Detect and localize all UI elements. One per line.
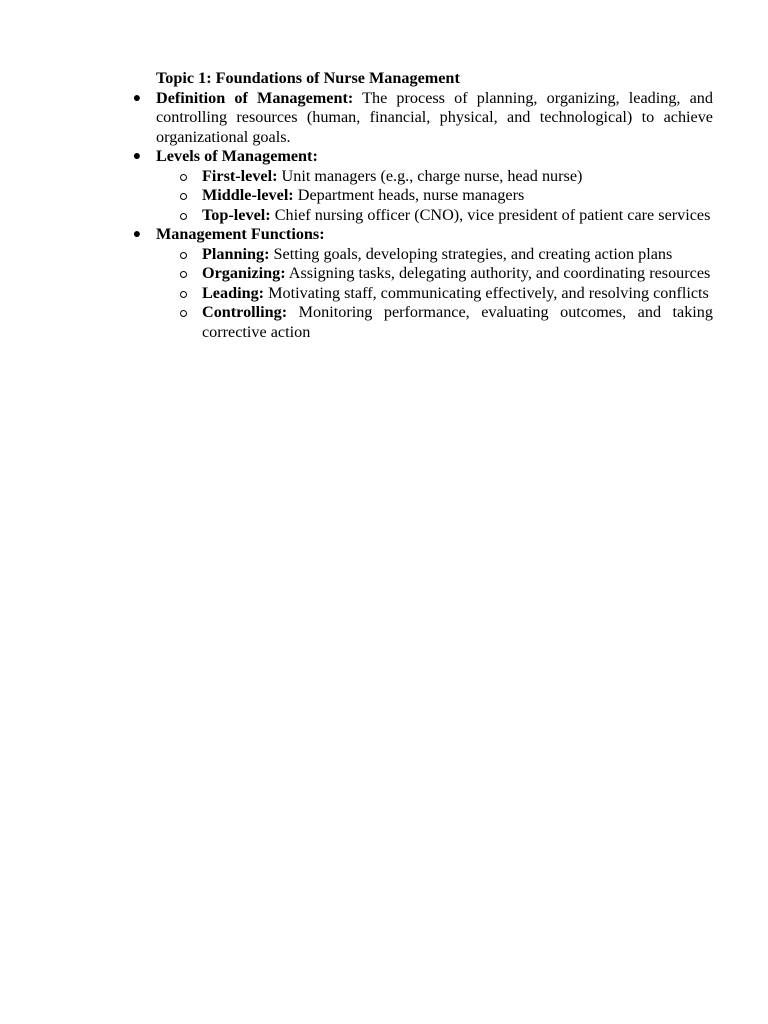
- list-item-functions: [132, 225, 713, 245]
- list-item-levels: [132, 147, 713, 167]
- document-page: [0, 69, 768, 342]
- sub-item-text: Assigning tasks, delegating authority, and coordinating resources: [285, 264, 711, 282]
- sub-item-middle-level: [202, 186, 713, 206]
- page-title: Topic 1: Foundations of Nurse Management: [156, 69, 460, 87]
- sub-item-term: First-level:: [202, 166, 278, 185]
- bullet-icon: ●: [132, 90, 142, 106]
- sub-item-first-level: [202, 167, 713, 187]
- sub-item-term: Planning:: [202, 244, 270, 263]
- item-text: The process of planning, organizing, leading, and controlling resources (human, financial, physical, and technological) to achieve organizational goals.: [156, 88, 713, 146]
- sub-item-term: Top-level:: [202, 205, 271, 224]
- sub-item-text: Department heads, nurse managers: [293, 186, 525, 204]
- circle-bullet-icon: [180, 291, 187, 298]
- sub-item-term: Controlling:: [202, 303, 288, 321]
- circle-bullet-icon: [180, 193, 187, 200]
- sub-item-text: Monitoring performance, evaluating outcomes, and taking corrective action: [202, 303, 713, 341]
- sub-item-text: Chief nursing officer (CNO), vice president of patient care services: [270, 205, 711, 224]
- circle-bullet-icon: [180, 252, 187, 259]
- sub-item-top-level: [202, 206, 713, 226]
- circle-bullet-icon: [180, 174, 187, 181]
- item-term: Management Functions:: [156, 225, 325, 243]
- sub-item-organizing: [202, 264, 713, 284]
- circle-bullet-icon: [180, 310, 187, 317]
- bullet-icon: ●: [132, 149, 142, 164]
- sub-item-planning: [202, 245, 713, 265]
- sub-item-controlling: [202, 303, 713, 342]
- sub-item-text: Motivating staff, communicating effectively, and resolving conflicts: [264, 283, 709, 302]
- bullet-icon: ●: [132, 227, 142, 242]
- sub-item-leading: [202, 284, 713, 304]
- sub-item-text: Setting goals, developing strategies, and creating action plans: [269, 244, 673, 263]
- sub-item-term: Organizing:: [202, 264, 286, 282]
- circle-bullet-icon: [180, 213, 187, 220]
- item-term: Definition of Management:: [156, 88, 354, 107]
- list-item-definition: [132, 88, 713, 148]
- sub-item-term: Middle-level:: [202, 186, 294, 204]
- sub-item-term: Leading:: [202, 283, 265, 302]
- circle-bullet-icon: [180, 271, 187, 278]
- sub-item-text: Unit managers (e.g., charge nurse, head nurse): [277, 166, 583, 185]
- item-term: Levels of Management:: [156, 147, 318, 165]
